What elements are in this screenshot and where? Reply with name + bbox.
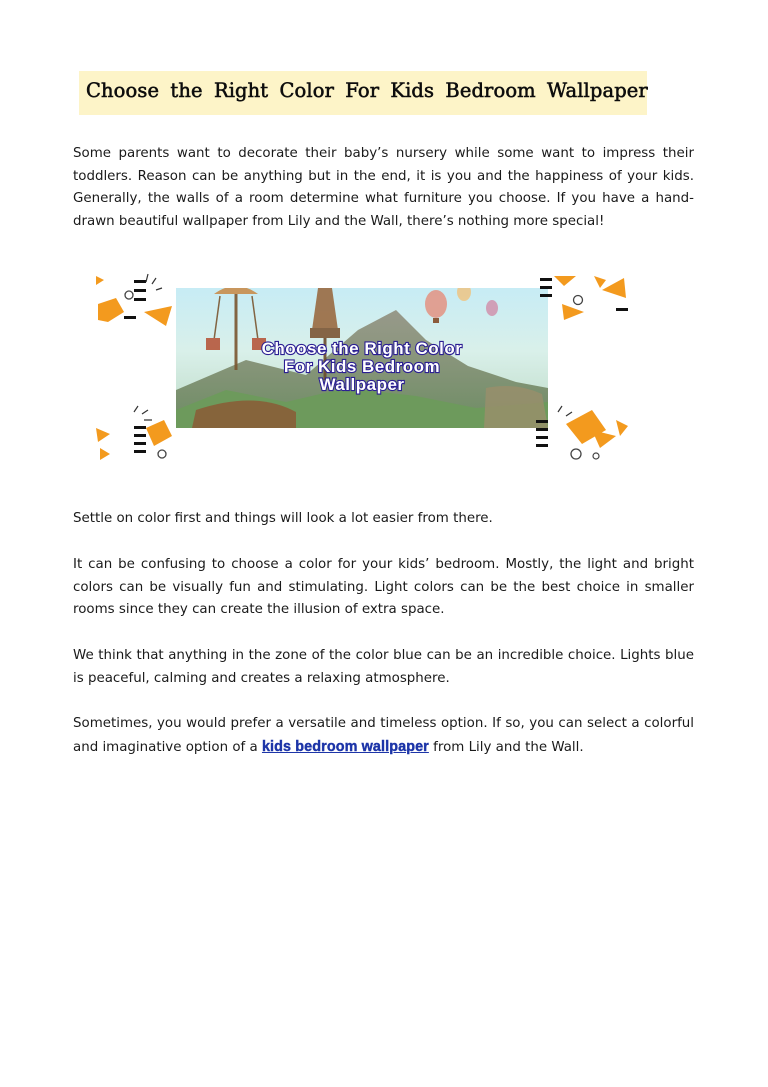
banner-line-1: Choose the Right Color — [261, 339, 463, 358]
paragraph-blue-zone: We think that anything in the zone of the color blue can be an incredible choice. Lights blue is peaceful, calming and creates a relaxing atmosphere. — [73, 648, 694, 686]
intro-paragraph: Some parents want to decorate their baby’s nursery while some want to impress their toddlers. Reason can be anything but in the end, it is you and the happiness of your kids. Generally, the walls of a room determine what furniture you choose. If you have a hand-drawn beautiful wallpaper from Lily and the Wall, there’s nothing more special! — [73, 146, 694, 229]
paragraph-settle-on-color: Settle on color first and things will look a lot easier from there. — [73, 511, 493, 526]
document-title: Choose the Right Color For Kids Bedroom Wallpaper — [86, 79, 648, 102]
paragraph-versatile-option — [73, 713, 694, 759]
paragraph-confusing-choice: It can be confusing to choose a color for your kids’ bedroom. Mostly, the light and bright colors can be visually fun and stimulating. Light colors can be the best choice in smaller rooms since they can create the illusion of extra space. — [73, 557, 694, 617]
banner-line-2: For Kids Bedroom — [283, 357, 441, 376]
versatile-text-before-link: Sometimes, you would prefer a versatile and timeless option. If so, you can select a colorful and imaginative option of a — [73, 716, 694, 755]
banner-line-3: Wallpaper — [319, 375, 405, 394]
banner-image — [96, 270, 628, 460]
versatile-text-after-link: from Lily and the Wall. — [428, 739, 584, 755]
kids-bedroom-wallpaper-link[interactable]: kids bedroom wallpaper — [261, 738, 429, 755]
